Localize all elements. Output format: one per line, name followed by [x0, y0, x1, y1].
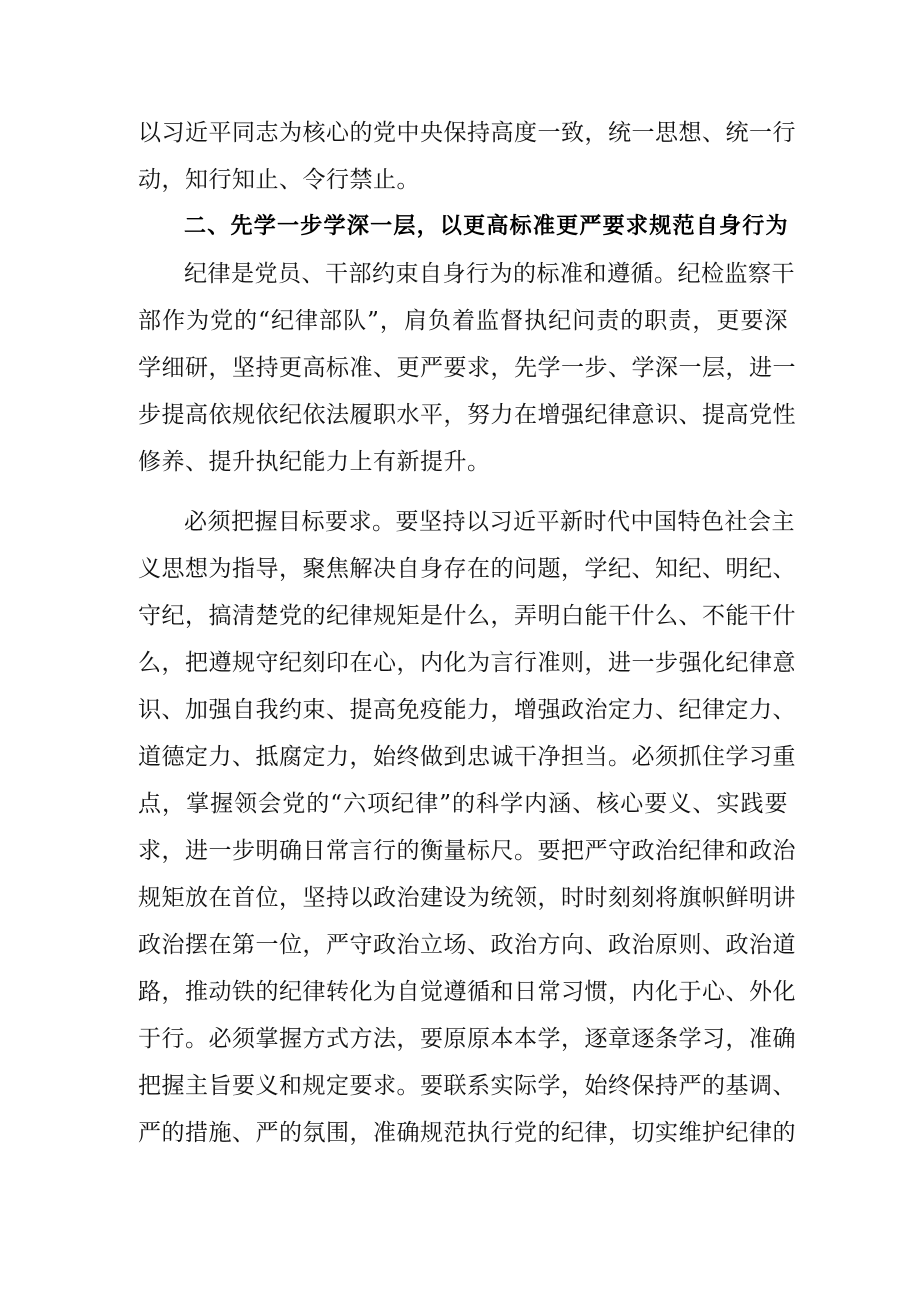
- text-line: 纪律是党员、干部约束自身行为的标准和遵循。纪检监察干: [184, 261, 795, 287]
- section-heading: 二、先学一步学深一层，以更高标准更严要求规范自身行为: [184, 214, 788, 239]
- text-line: 道德定力、抵腐定力，始终做到忠诚干净担当。必须抓住学习重: [138, 744, 796, 770]
- text-line: 把握主旨要义和规定要求。要联系实际学，始终保持严的基调、: [138, 1073, 796, 1099]
- text-line: 政治摆在第一位，严守政治立场、政治方向、政治原则、政治道: [138, 932, 796, 958]
- text-line: 识、加强自我约束、提高免疫能力，增强政治定力、纪律定力、: [138, 697, 796, 723]
- text-line: 于行。必须掌握方式方法，要原原本本学，逐章逐条学习，准确: [138, 1026, 796, 1052]
- text-line: 修养、提升执纪能力上有新提升。: [138, 449, 491, 475]
- text-line: 动，知行知止、令行禁止。: [138, 167, 420, 193]
- text-line: 学细研，坚持更高标准、更严要求，先学一步、学深一层，进一: [138, 355, 796, 381]
- text-line: 严的措施、严的氛围，准确规范执行党的纪律，切实维护纪律的: [138, 1120, 796, 1146]
- text-line: 求，进一步明确日常言行的衡量标尺。要把严守政治纪律和政治: [138, 838, 796, 864]
- text-line: 路，推动铁的纪律转化为自觉遵循和日常习惯，内化于心、外化: [138, 979, 796, 1005]
- text-line: 步提高依规依纪依法履职水平，努力在增强纪律意识、提高党性: [138, 402, 796, 428]
- text-line: 部作为党的“纪律部队”，肩负着监督执纪问责的职责，更要深: [138, 308, 788, 334]
- text-line: 点，掌握领会党的“六项纪律”的科学内涵、核心要义、实践要: [138, 791, 788, 817]
- text-line: 规矩放在首位，坚持以政治建设为统领，时时刻刻将旗帜鲜明讲: [138, 885, 796, 911]
- text-line: 么，把遵规守纪刻印在心，内化为言行准则，进一步强化纪律意: [138, 650, 796, 676]
- text-line: 守纪，搞清楚党的纪律规矩是什么，弄明白能干什么、不能干什: [138, 603, 796, 629]
- text-line: 以习近平同志为核心的党中央保持高度一致，统一思想、统一行: [138, 120, 796, 146]
- text-line: 必须把握目标要求。要坚持以习近平新时代中国特色社会主: [184, 509, 795, 535]
- text-line: 义思想为指导，聚焦解决自身存在的问题，学纪、知纪、明纪、: [138, 556, 796, 582]
